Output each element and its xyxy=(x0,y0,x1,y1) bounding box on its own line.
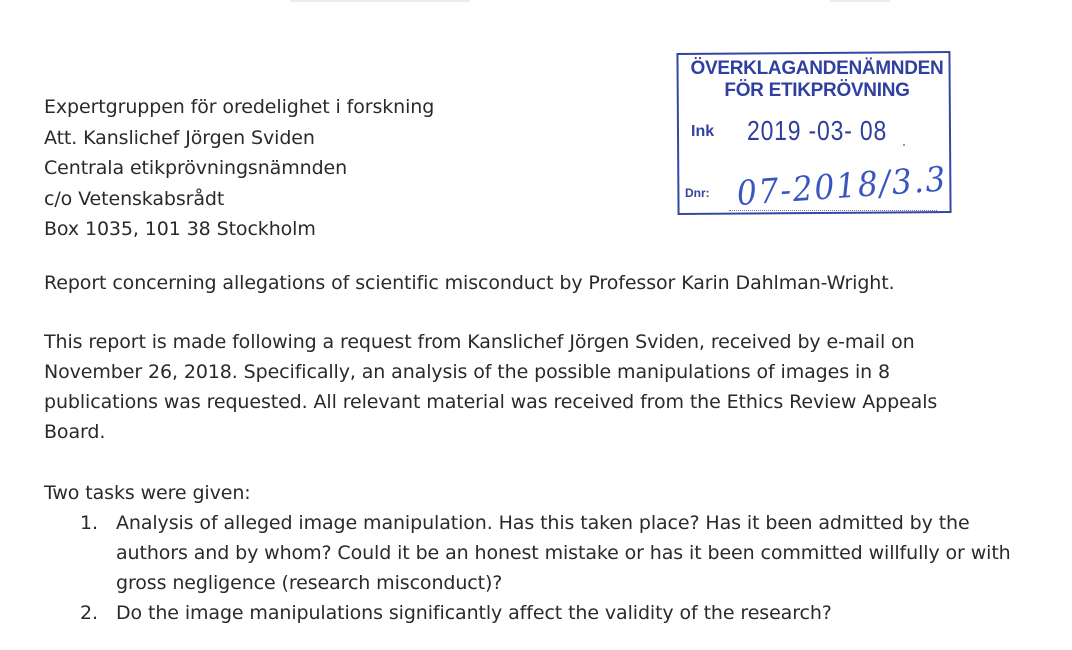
task-text: Analysis of alleged image manipulation. Has this taken place? Has it been admitted by the authors and by whom? Could it be an honest mistake or has it been committed willfully or with gross negligence (research misconduct)? xyxy=(116,512,1011,594)
scan-edge-mark xyxy=(290,0,470,2)
address-line: Expertgruppen för oredelighet i forskning xyxy=(44,96,435,118)
stamp-received-date: 2019 -03- 08 xyxy=(747,115,888,146)
task-list xyxy=(78,508,1036,628)
received-stamp xyxy=(677,52,953,216)
stamp-dnr-label: Dnr: xyxy=(685,186,710,200)
task-number: 2. xyxy=(80,602,98,624)
address-line: Centrala etikprövningsnämnden xyxy=(44,157,348,179)
task-item xyxy=(78,598,1036,628)
address-line: Att. Kanslichef Jörgen Sviden xyxy=(44,126,315,149)
scan-edge-mark xyxy=(830,0,890,2)
task-number: 1. xyxy=(80,512,98,534)
stamp-ink-label: Ink xyxy=(691,123,715,140)
task-item xyxy=(78,508,1036,598)
recipient-address xyxy=(44,92,434,245)
address-line: c/o Vetenskabsrådt xyxy=(44,187,225,210)
intro-paragraph: This report is made following a request from Kanslichef Jörgen Sviden, received by e-mail on November 26, 2018. Specifically, an analysis of the possible manipulations of images in 8 publications was requested. All relevant material was received from the Ethics Review Appeals Board. xyxy=(44,331,938,443)
tasks-intro: Two tasks were given: xyxy=(44,482,251,504)
report-subject: Report concerning allegations of scientific misconduct by Professor Karin Dahlman-Wright. xyxy=(44,272,895,294)
task-text: Do the image manipulations significantly affect the validity of the research? xyxy=(116,602,832,624)
stamp-title-line: FÖR ETIKPRÖVNING xyxy=(724,80,910,101)
address-line: Box 1035, 101 38 Stockholm xyxy=(44,218,316,240)
stamp-dnr-handwritten: 07-2018/3.3 xyxy=(735,159,949,214)
stamp-title-line: ÖVERKLAGANDENÄMNDEN xyxy=(690,58,944,79)
stamp-title xyxy=(689,58,945,102)
ink-speck xyxy=(903,144,905,146)
